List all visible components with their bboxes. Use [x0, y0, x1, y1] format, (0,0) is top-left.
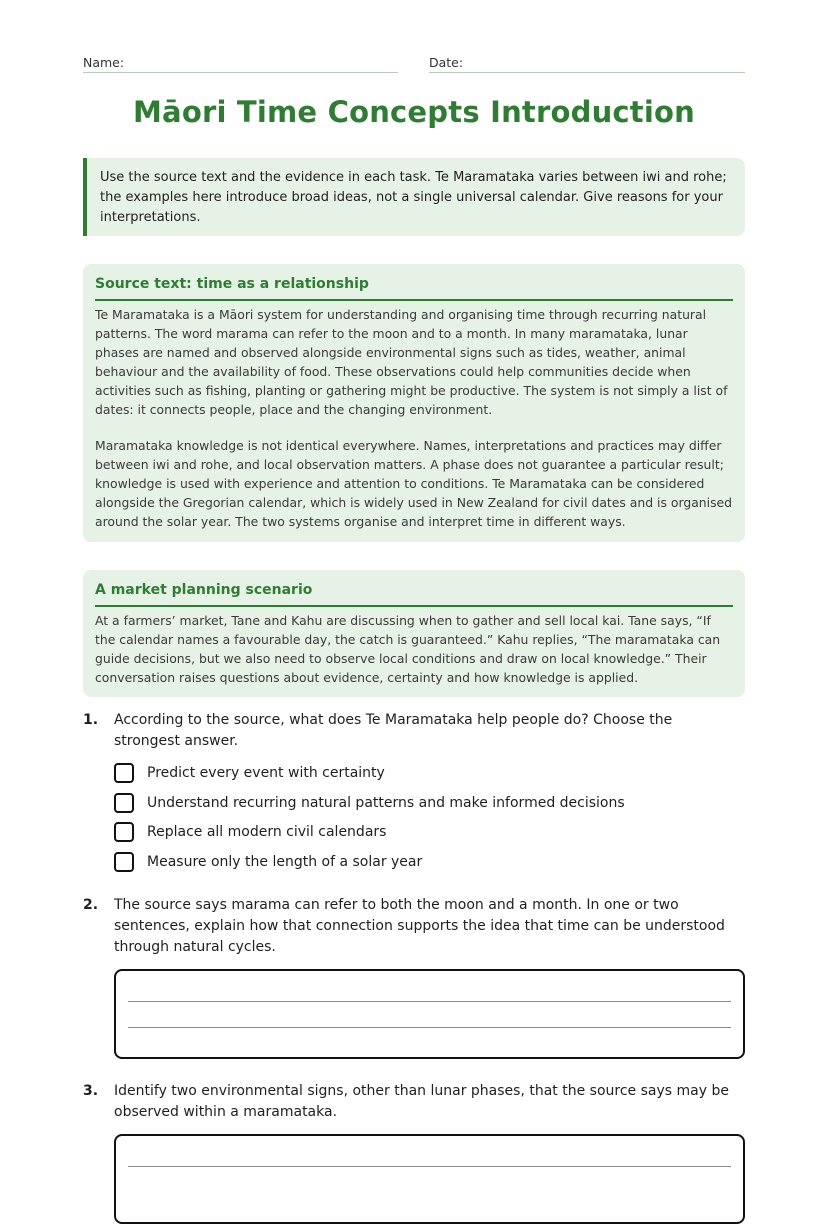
question-text: Identify two environmental signs, other than lunar phases, that the source says may be observed within a maramataka. — [114, 1083, 729, 1120]
checkbox[interactable] — [114, 763, 134, 783]
option-item[interactable] — [114, 763, 734, 785]
source-paragraph: Te Maramataka is a Māori system for understanding and organising time through recurring natural patterns. The word marama can refer to the moon and to a month. In many maramataka, lunar phases are named and observed alongside environmental signs such as tides, weather, animal behaviour and the availability of food. These observations could help communities decide when activities such as fishing, planting or gathering might be productive. The system is not simply a list of dates: it connects people, place and the changing environment. — [95, 307, 728, 417]
question-text: According to the source, what does Te Maramataka help people do? Choose the strongest answer. — [114, 712, 673, 749]
answer-box[interactable] — [114, 1134, 745, 1224]
option-item[interactable] — [114, 793, 734, 815]
option-label: Predict every event with certainty — [147, 765, 385, 781]
header-fields — [83, 52, 745, 74]
question-number: 3. — [83, 1083, 99, 1099]
question-number: 2. — [83, 897, 99, 913]
answer-options — [114, 763, 734, 881]
scenario-panel — [83, 570, 745, 697]
checkbox[interactable] — [114, 793, 134, 813]
name-label: Name: — [83, 55, 125, 70]
source-text-heading: Source text: time as a relationship — [95, 274, 733, 301]
scenario-text: At a farmers’ market, Tane and Kahu are discussing when to gather and sell local kai. Tane says, “If the calendar names a favourable day, the catch is guaranteed.” Kahu replies, “The maramataka can guide decisions, but we also need to observe local conditions and draw on local knowledge.” Their conversation raises questions about evidence, certainty and how knowledge is applied. — [95, 613, 721, 685]
question-number: 1. — [83, 712, 99, 728]
source-text-panel — [83, 264, 745, 542]
answer-line — [128, 1001, 731, 1002]
option-label: Measure only the length of a solar year — [147, 853, 423, 870]
checkbox[interactable] — [114, 822, 134, 842]
instructions-callout: Use the source text and the evidence in each task. Te Maramataka varies between iwi and rohe; the examples here introduce broad ideas, not a single universal calendar. Give reasons for your interpretations. — [83, 158, 745, 236]
name-field[interactable] — [83, 52, 398, 73]
source-paragraph: Maramataka knowledge is not identical everywhere. Names, interpretations and practices may differ between iwi and rohe, and local observation matters. A phase does not guarantee a particular result; knowledge is used with experience and attention to conditions. Te Maramataka can be considered alongside the Gregorian calendar, which is widely used in New Zealand for civil dates and is organised around the solar year. The two systems organise and interpret time in different ways. — [95, 438, 733, 530]
date-field[interactable] — [429, 52, 745, 73]
option-item[interactable] — [114, 852, 734, 874]
question-text: The source says marama can refer to both the moon and a month. In one or two sentences, explain how that connection supports the idea that time can be understood through natural cycles. — [114, 897, 725, 955]
answer-box[interactable] — [114, 969, 745, 1059]
scenario-heading: A market planning scenario — [95, 580, 733, 607]
page-title: Māori Time Concepts Introduction — [133, 95, 695, 129]
answer-line — [128, 1027, 731, 1028]
date-label: Date: — [429, 55, 464, 70]
option-item[interactable] — [114, 822, 734, 844]
checkbox[interactable] — [114, 852, 134, 872]
answer-line — [128, 1166, 731, 1167]
option-label: Understand recurring natural patterns and make informed decisions — [147, 794, 625, 811]
option-label: Replace all modern civil calendars — [147, 824, 387, 840]
